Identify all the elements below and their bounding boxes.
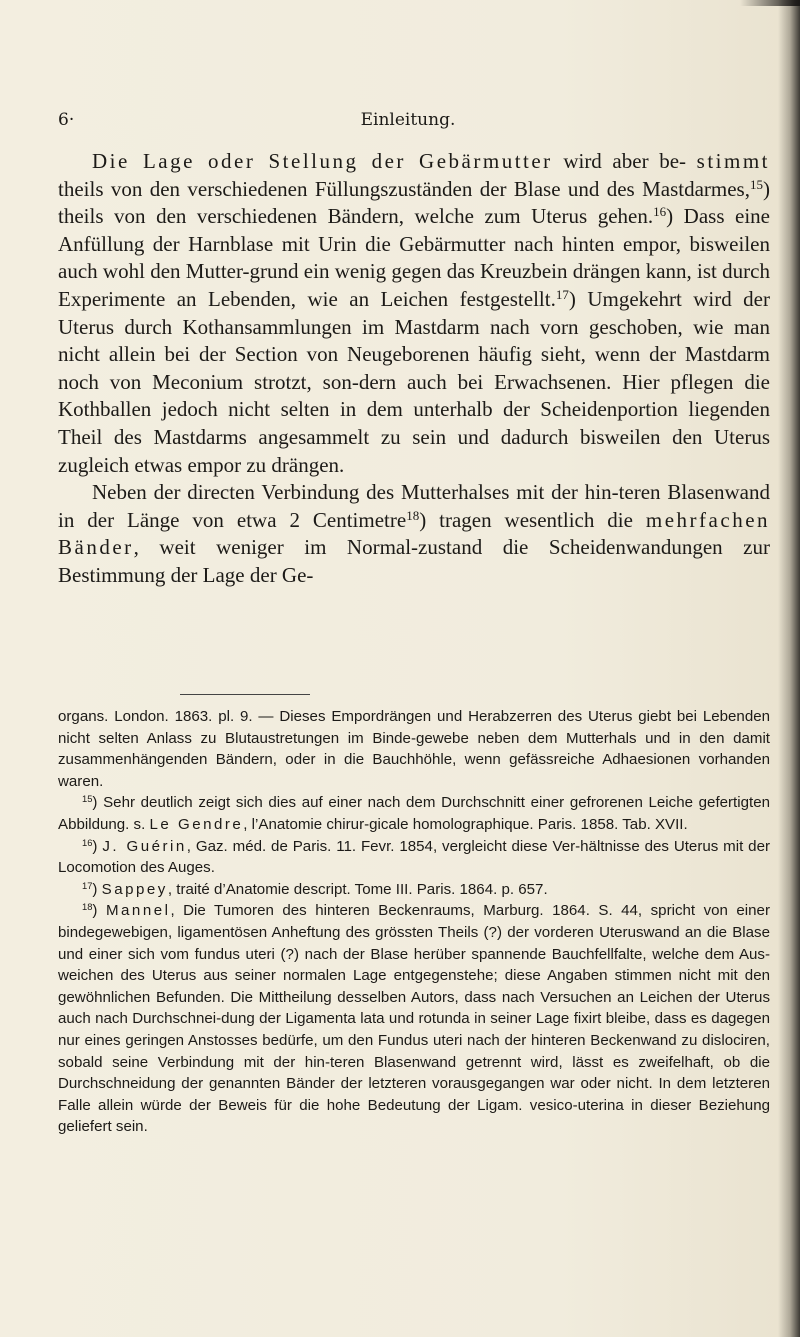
footnote-ref: 17 [555,286,569,302]
text-run: ) tragen wesentlich die [419,507,646,532]
author-name: Sappey [101,880,168,898]
footnote-number: 15 [82,794,93,805]
scan-edge-strip [740,0,800,6]
page-header [58,110,758,136]
author-name: Mannel [105,902,171,920]
spaced-emphasis: mehrfachen Bänder [58,507,771,560]
text-run: ) theils von den verschiedenen Bändern, welche zum Uterus gehen. [58,176,770,229]
main-text [58,148,770,590]
text-run: ) [92,902,106,920]
running-title: Einleitung. [360,110,456,130]
text-run: wird aber be- [552,149,687,173]
text-run: , traité d’Anatomie descript. Tome III. Paris. 1864. p. 657. [167,880,548,898]
text-run: Neben der directen Verbindung des Mutterhalses mit der hin-teren Blasenwand in der Länge von etwa 2 Centimetre [58,480,770,532]
footnote-15 [58,792,770,835]
footnote-18 [58,900,770,1138]
paragraph-2 [58,479,770,589]
footnote-rule [180,694,310,695]
paragraph-1 [58,148,770,479]
text-run: theils von den verschiedenen Füllungszuständen der Blase und des Mastdarmes, [58,176,750,201]
author-name: J. Guérin [102,837,187,855]
text-run: ) Umgekehrt wird der Uterus durch Kothansammlungen im Mastdarm nach vorn geschoben, wie man nicht allein bei der Section von Neugeborenen häufig sieht, wenn der Mastdarm noch von Meconium strotzt, son-dern auch bei Erwachsenen. Hier pflegen die Kothballen jedoch nicht selten in dem unterhalb der Scheidenportion liegenden Theil des Mastdarms angesammelt zu sein und dadurch bisweilen den Uterus zugleich etwas empor zu drängen. [58,286,770,477]
spaced-emphasis: Die Lage oder Stellung der Gebärmutter [92,149,553,173]
footnote-16 [58,836,770,879]
footnote-number: 16 [82,837,93,848]
author-name: Le Gendre [149,815,244,833]
text-run: ) Dass eine Anfüllung der Harnblase mit Urin die Gebärmutter nach hinten empor, bisweilen auch wohl den Mutter-grund ein wenig gegen das Kreuzbein drängen kann, ist durch Experimente an Lebenden, wie an Leichen festgestellt. [58,204,770,311]
text-run: , Gaz. méd. de Paris. 11. Fevr. 1854, vergleicht diese Ver-hältnisse des Uterus mit der Locomotion des Auges. [58,837,770,877]
footnote-ref: 16 [653,204,667,220]
page-edge-shadow [778,0,800,1337]
footnote-ref: 15 [749,176,763,192]
footnote-number: 18 [82,902,93,913]
footnote-17 [58,879,770,901]
text-run: , Die Tumoren des hinteren Beckenraums, Marburg. 1864. S. 44, spricht von einer bindegewebigen, ligamentösen Anheftung des grössten Theils (?) der vorderen Uteruswand an die Blase und einer sich vom fundus uteri (?) nach der Blase herüber spannende Bauchfellfalte, welche dem Aus-weichen des Uterus aus seiner normalen Lage entgegenstehe; diese Angaben stimmen nicht mit den gewöhnlichen Befunden. Die Mittheilung desselben Autors, dass nach Versuchen an Leichen der Uterus auch nach Durchschnei-dung der Ligamenta lata und rotunda in seiner Lage fixirt bleibe, dass es dagegen nur eines geringen Anstosses bedürfe, um den Fundus uteri nach der hinteren Beckenwand zu dislociren, sobald seine Verbindung mit der hin-teren Blasenwand getrennt wird, lässt es zweifelhaft, ob die Durchschneidung der genannten Bänder der letzteren vorausgegangen war oder nicht. In dem letzteren Falle allein würde der Beweis für die hohe Bedeutung der Ligam. vesico-uterina in dieser Beziehung geliefert sein. [58,902,770,1136]
footnotes [58,706,770,1138]
footnote-continuation: organs. London. 1863. pl. 9. — Dieses Empordrängen und Herabzerren des Uterus giebt bei Lebenden nicht selten Anlass zu Blutaustretungen im Binde-gewebe neben dem Mutterhals und in den damit zusammenhängenden Bändern, oder in die Bauchhöhle, wenn gefässreiche Adhaesionen vorhanden waren. [58,708,770,790]
text-run: ) [92,837,103,855]
text-run: ) Sehr deutlich zeigt sich dies auf einer nach dem Durchschnitt einer gefrorenen Leiche gefertigten Abbildung. s. [58,794,770,833]
page-number: 6· [58,110,75,130]
text-run: ) [92,880,102,898]
text-run: , weit weniger im Normal-zustand die Scheidenwandungen zur Bestimmung der Lage der Ge- [58,535,770,587]
footnote-ref: 18 [406,507,420,523]
spaced-emphasis: stimmt [696,149,771,173]
footnote-number: 17 [82,880,93,891]
text-run: , l’Anatomie chirur-gicale homolographique. Paris. 1858. Tab. XVII. [243,815,688,833]
